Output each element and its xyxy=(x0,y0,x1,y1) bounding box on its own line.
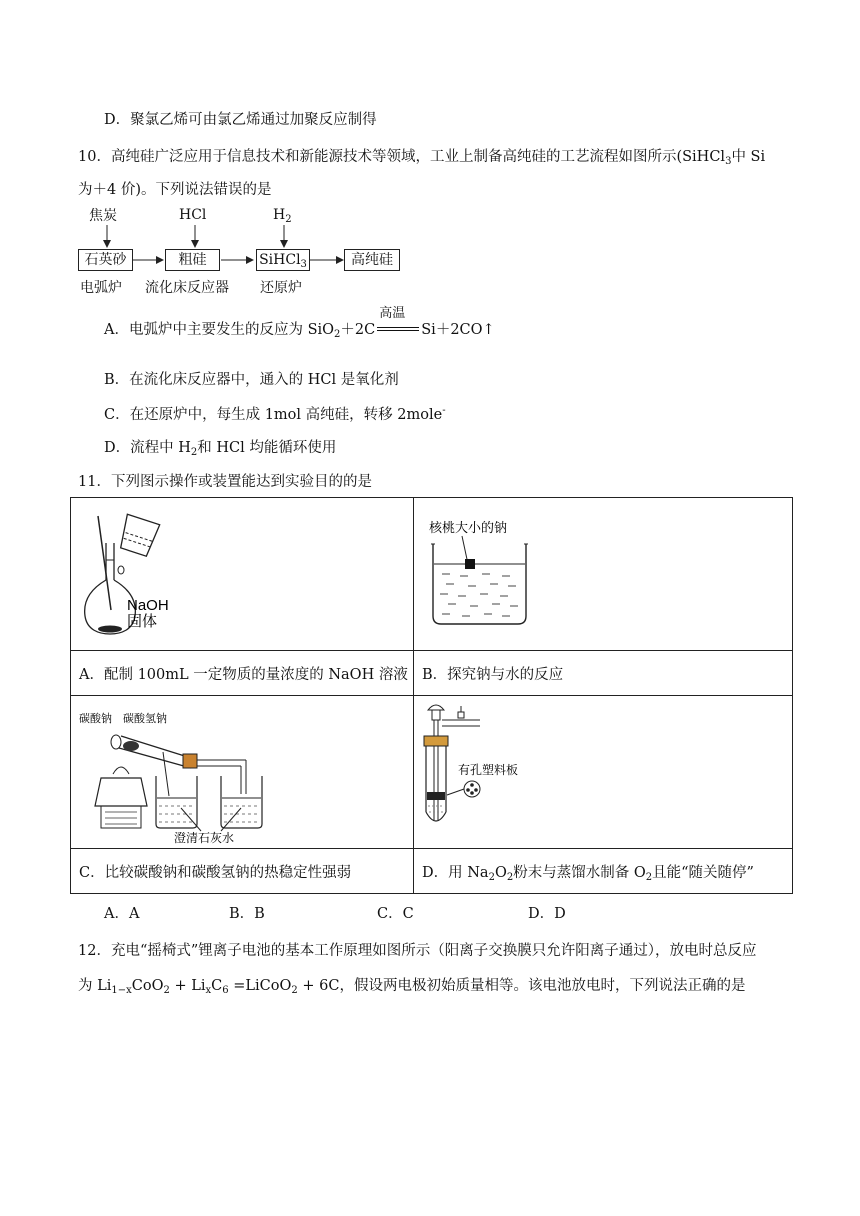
reaction-condition: 高温 xyxy=(375,320,421,340)
q11-image-d xyxy=(414,696,793,849)
q10-option-d: D．流程中 $H_2$和 HCl 均能循环使用 xyxy=(104,440,337,458)
q11-caption-c: C．比较碳酸钠和碳酸氢钠的热稳定性强弱 xyxy=(71,849,414,894)
q11-image-a xyxy=(71,498,414,651)
q12-stem-line2: 为 $Li_{1-x}CoO_2 + Li_xC_6$ =LiCoO$_2$ + 6C，假设两电极初始质量相等。该电池放电时，下列说法正确的是 xyxy=(78,978,746,996)
flow-input-coke: 焦炭 xyxy=(89,208,117,224)
flow-box-quartz: 石英砂 xyxy=(78,249,133,271)
label-limewater: 澄清石灰水 xyxy=(174,831,235,844)
q11-image-c xyxy=(71,696,414,849)
choice-d: D．D xyxy=(528,906,566,922)
q9-option-d: D．聚氯乙烯可由氯乙烯通过加聚反应制得 xyxy=(104,112,377,128)
flow-input-h2: $H_2$ xyxy=(273,207,292,225)
sodium-label: 核桃大小的钠 xyxy=(429,520,508,535)
flow-unit-reduction-furnace: 还原炉 xyxy=(260,280,302,296)
choice-b: B．B xyxy=(229,906,265,922)
choice-c: C．C xyxy=(377,906,414,922)
q11-caption-b: B．探究钠与水的反应 xyxy=(414,651,793,696)
q10-option-a: A．电弧炉中主要发生的反应为 SiO$_2$＋2C 高温 Si＋2CO↑ xyxy=(104,306,495,340)
label-sodium-bicarbonate: 碳酸氢钠 xyxy=(123,713,167,725)
sodium-peroxide-apparatus-figure xyxy=(414,696,792,844)
label-sodium-carbonate: 碳酸钠 xyxy=(79,713,112,725)
q10-stem-line2: 为＋4 价)。下列说法错误的是 xyxy=(78,182,272,198)
label-perforated-plate: 有孔塑料板 xyxy=(458,763,519,777)
q11-options-table xyxy=(70,497,793,894)
flow-box-pure-si: 高纯硅 xyxy=(344,249,400,271)
q10-option-c: C．在还原炉中，每生成 1mol 高纯硅，转移 2mole- xyxy=(104,405,446,423)
q12-stem-line1: 12．充电“摇椅式”锂离子电池的基本工作原理如图所示（阳离子交换膜只允许阳离子通过），放电时总反应 xyxy=(78,943,757,959)
thermal-stability-figure xyxy=(71,696,413,844)
choice-a: A．A xyxy=(104,906,140,922)
q10-stem-line1: 10．高纯硅广泛应用于信息技术和新能源技术等领域，工业上制备高纯硅的工艺流程如图所示(SiHCl$_3$中 Si xyxy=(78,149,766,167)
sodium-beaker-figure xyxy=(414,498,792,646)
flow-unit-arc-furnace: 电弧炉 xyxy=(80,280,122,296)
q11-caption-a: A．配制 100mL 一定物质的量浓度的 NaOH 溶液 xyxy=(71,651,414,696)
q11-stem: 11．下列图示操作或装置能达到实验目的的是 xyxy=(78,474,372,490)
flask-label-solid: 固体 xyxy=(127,613,158,630)
flow-input-hcl: HCl xyxy=(179,207,207,223)
volumetric-flask-figure xyxy=(71,498,413,646)
q10-option-b: B．在流化床反应器中，通入的 HCl 是氧化剂 xyxy=(104,372,399,388)
q11-caption-d: D．用 $Na_2O_2$粉末与蒸馏水制备 $O_2$且能“随关随停” xyxy=(414,849,793,894)
flow-unit-fluidized-bed: 流化床反应器 xyxy=(145,280,229,296)
flow-box-sihcl3: SiHCl$_3$ xyxy=(256,249,310,271)
flow-box-crude-si: 粗硅 xyxy=(165,249,220,271)
q11-image-b xyxy=(414,498,793,651)
flask-label-naoh: NaOH xyxy=(127,597,169,614)
